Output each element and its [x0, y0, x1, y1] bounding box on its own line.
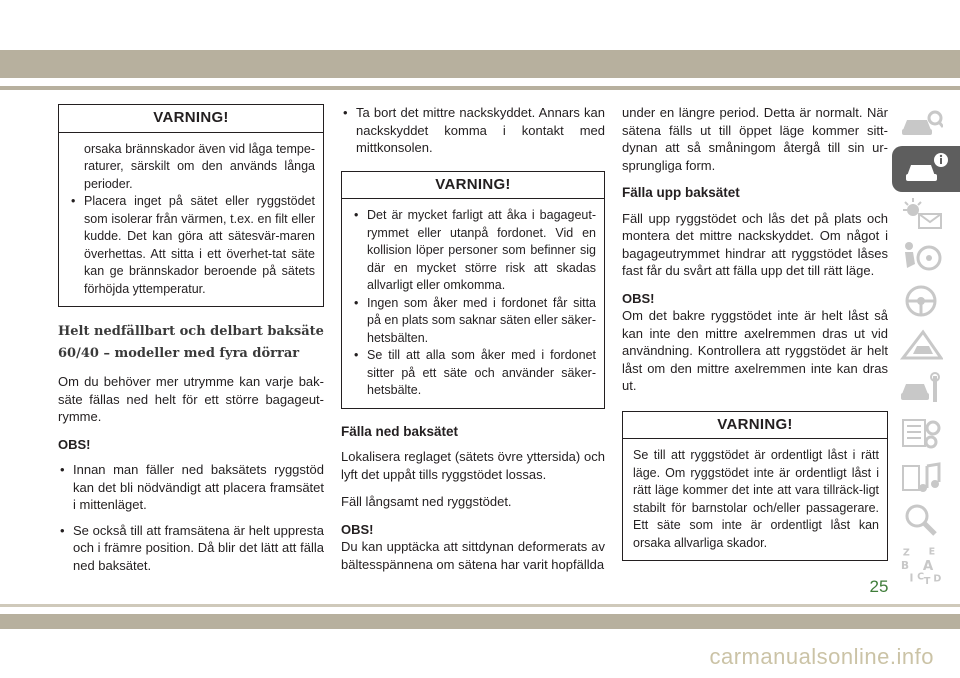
section-heading-fold-up: Fälla upp baksätet: [622, 185, 740, 200]
seat-airbag-icon: [899, 240, 943, 274]
obs-item: • Innan man fäller ned baksätets ryggstöd kan det bli nödvändigt att placera framsätet i mittenläget.: [58, 461, 324, 514]
footer-rule: [0, 604, 960, 607]
steering-wheel-icon: [899, 284, 943, 318]
paragraph-lower: Fäll långsamt ned ryggstödet.: [341, 494, 512, 509]
tab-getting-to-know[interactable]: [892, 146, 960, 192]
warning-box-lock: [622, 411, 888, 562]
warning-item: • Placera inget på sätet eller ryggstödet som isolerar från värmen, t.ex. en filt eller kudde. Det kan göra att sätesvär-maren överhettas. Att sitta i ett överhet-tat säte kan ge brännskador beroende på sätets förhöjda yttemperatur.: [69, 193, 315, 298]
warning-item: • Se till att alla som åker med i fordonet sitter på ett säte och använder säker-hetsbälte.: [352, 347, 596, 400]
footer-band: [0, 614, 960, 629]
column-middle: [341, 104, 605, 583]
warning-title: VARNING!: [59, 105, 323, 133]
warning-list: [352, 207, 596, 400]
music-note-icon: [899, 460, 943, 494]
hazard-triangle-icon: [899, 328, 943, 362]
alphabet-index-icon: [899, 545, 943, 587]
tab-servicing[interactable]: [892, 368, 950, 410]
spec-gears-icon: [899, 416, 943, 450]
index-letter: E: [928, 546, 936, 558]
tab-emergency[interactable]: [892, 324, 950, 366]
obs-label: OBS!: [58, 436, 91, 452]
index-letter: B: [900, 559, 909, 572]
tab-multimedia[interactable]: [892, 456, 950, 498]
car-info-icon: [904, 152, 948, 186]
index-letter: D: [933, 573, 942, 585]
page-number: 25: [869, 577, 889, 596]
warning-item: • Det är mycket farligt att åka i bagageut-rymmet eller utanpå fordonet. Vid en kollision löper personer som befinner sig där en mycket större risk att skadas allvarligt eller omkomma.: [352, 207, 596, 295]
warning-continued-text: orsaka brännskador även vid låga tempe-raturer, särskilt om den används långa perioder.: [84, 141, 315, 191]
warning-list: [69, 193, 315, 298]
section-heading-fold-down: Fälla ned baksätet: [341, 423, 459, 439]
section-heading-fold-seat: Helt nedfällbart och delbart baksäte 60/40 – modeller med fyra dörrar: [58, 324, 324, 361]
magnifier-icon: [899, 502, 943, 536]
intro-paragraph: Om du behöver mer utrymme kan varje bak-säte fällas ned helt för ett större bagageut-rymme.: [58, 374, 324, 424]
tab-index[interactable]: [892, 544, 950, 588]
car-search-icon: [899, 108, 943, 142]
watermark: carmanualsonline.info: [709, 644, 934, 669]
tab-safety[interactable]: [892, 236, 950, 278]
tab-search[interactable]: [892, 498, 950, 540]
obs-text: Du kan upptäcka att sittdynan deformerats av bältesspännena om sätena har varit hopfällda: [341, 539, 605, 572]
header-band: [0, 50, 960, 78]
paragraph-release: Lokalisera reglaget (sätets övre yttersida) och lyft det uppåt tills ryggstödet lossas.: [341, 449, 605, 482]
index-letter: T: [923, 576, 931, 587]
obs-label: OBS!: [622, 290, 655, 306]
warning-box-cargo: [341, 171, 605, 409]
tab-instrument-cluster[interactable]: [892, 192, 950, 234]
obs-text: Om det bakre ryggstödet inte är helt låst så kan inte den mittre axelremmen dras ut vid användning. Kontrollera att ryggstödet är helt låst om den mittre axelremmen inte kan dras ut.: [622, 308, 888, 393]
tab-starting-operating[interactable]: [892, 280, 950, 322]
warning-title: VARNING!: [342, 172, 604, 200]
column-right: [622, 104, 888, 575]
warning-text: Se till att ryggstödet är ordentligt låst i rätt läge. Om ryggstödet inte är ordentligt låst i rätt läge kommer det inte att vara tillräck-ligt stabilt för barnstolar och/eller passagerare. Ett säte som inte är ordentligt låst kan orsaka allvarliga skador.: [633, 448, 879, 550]
index-letter: I: [909, 572, 914, 585]
index-letter: A: [922, 558, 934, 574]
tab-specifications[interactable]: [892, 412, 950, 454]
warning-title: VARNING!: [623, 412, 887, 440]
obs-list: [58, 461, 324, 574]
paragraph-raise: Fäll upp ryggstödet och lås det på plats och montera det mittre nackskyddet. Om något i bagageutrymmet hindrar att ryggstödet låses fast får du svårt att fälla upp det till rätt läge.: [622, 210, 888, 278]
warning-box-heat: [58, 104, 324, 307]
warning-light-mail-icon: [899, 196, 943, 230]
car-wrench-icon: [899, 372, 943, 406]
obs-item: • Se också till att framsätena är helt uppresta och i främre position. Då blir det lätt att fälla ned baksätet.: [58, 522, 324, 575]
warning-item: • Ingen som åker med i fordonet får sitta på en plats som saknar säten eller säker-hetsbälten.: [352, 295, 596, 348]
header-rule: [0, 86, 960, 90]
step-list: [341, 104, 605, 157]
paragraph-continued: under en längre period. Detta är normalt. När sätena fälls ut till öppet läge kommer sitt-dynan att så småningom återgå till sin ur-sprungliga form.: [622, 105, 888, 173]
column-left: [58, 104, 324, 582]
index-letter: C: [917, 571, 925, 583]
step-item: • Ta bort det mittre nackskyddet. Annars kan nackskyddet komma i kontakt med mittkonsolen.: [341, 104, 605, 157]
index-letter: Z: [902, 547, 910, 559]
tab-vehicle-overview[interactable]: [892, 104, 950, 146]
obs-label: OBS!: [341, 521, 374, 537]
